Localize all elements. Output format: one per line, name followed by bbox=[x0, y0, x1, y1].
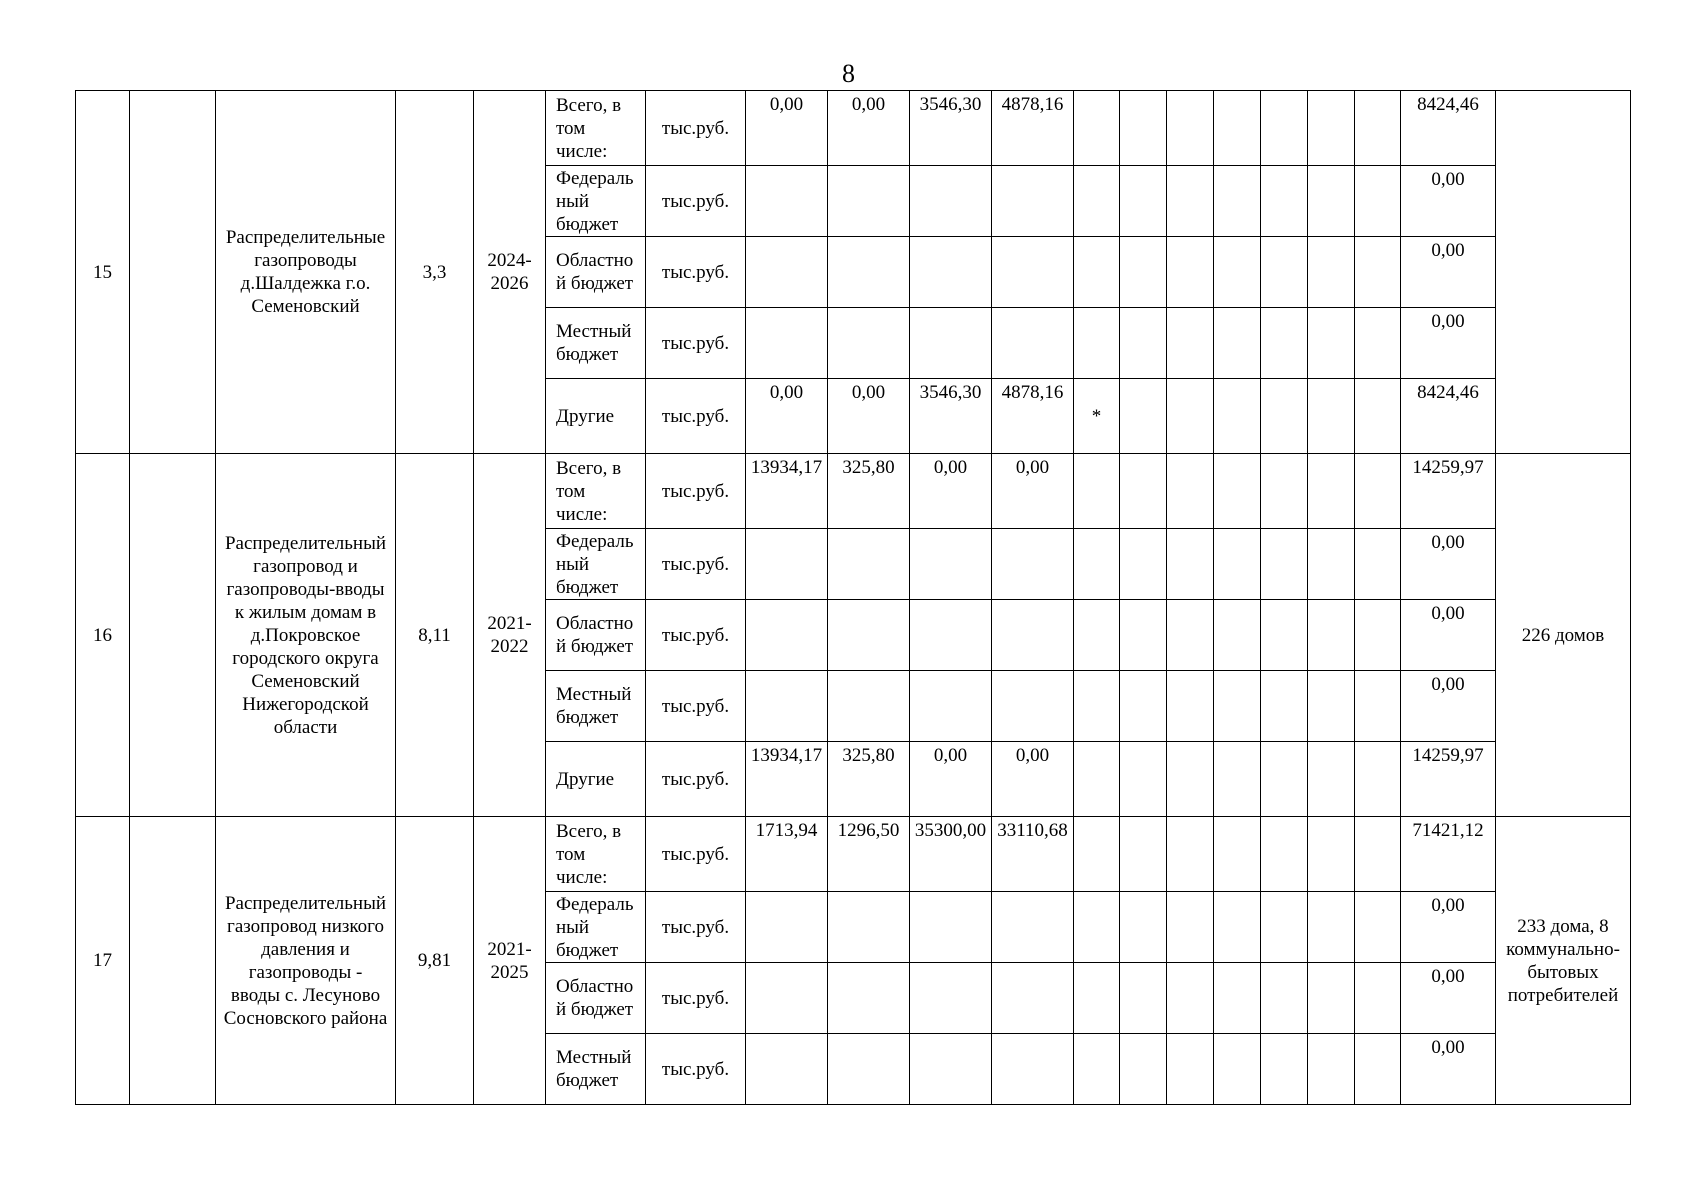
empty-cell bbox=[1167, 1034, 1214, 1105]
empty-cell bbox=[1355, 91, 1401, 166]
empty-cell bbox=[1214, 454, 1261, 529]
empty-cell bbox=[1261, 237, 1308, 308]
object-name-cell: Распределительные газопроводы д.Шалдежка г.о. Семеновский bbox=[216, 91, 396, 454]
funding-source-cell: Областной бюджет bbox=[546, 600, 646, 671]
object-name-cell: Распределительный газопровод и газопроводы-вводы к жилым домам в д.Покровское городского округа Семеновский Нижегородской области bbox=[216, 454, 396, 817]
empty-cell bbox=[1214, 308, 1261, 379]
empty-cell bbox=[1261, 600, 1308, 671]
amount-year3-cell: 3546,30 bbox=[910, 379, 992, 454]
empty-cell bbox=[1355, 237, 1401, 308]
total-amount-cell: 8424,46 bbox=[1401, 91, 1496, 166]
empty-cell bbox=[1261, 166, 1308, 237]
amount-year2-cell: 1296,50 bbox=[828, 817, 910, 892]
unit-cell: тыс.руб. bbox=[646, 237, 746, 308]
empty-cell bbox=[1120, 600, 1167, 671]
amount-year2-cell bbox=[828, 529, 910, 600]
amount-year3-cell: 35300,00 bbox=[910, 817, 992, 892]
empty-cell bbox=[1214, 237, 1261, 308]
empty-cell bbox=[1261, 379, 1308, 454]
amount-year2-cell: 325,80 bbox=[828, 454, 910, 529]
total-amount-cell: 0,00 bbox=[1401, 671, 1496, 742]
empty-cell bbox=[1261, 454, 1308, 529]
empty-cell bbox=[1308, 817, 1355, 892]
empty-cell bbox=[1261, 742, 1308, 817]
amount-year1-cell: 0,00 bbox=[746, 379, 828, 454]
total-amount-cell: 0,00 bbox=[1401, 892, 1496, 963]
empty-cell bbox=[1120, 963, 1167, 1034]
unit-cell: тыс.руб. bbox=[646, 671, 746, 742]
page-number: 8 bbox=[842, 59, 855, 88]
unit-cell: тыс.руб. bbox=[646, 529, 746, 600]
total-amount-cell: 0,00 bbox=[1401, 600, 1496, 671]
empty-cell bbox=[1167, 742, 1214, 817]
total-amount-cell: 14259,97 bbox=[1401, 742, 1496, 817]
amount-year1-cell bbox=[746, 166, 828, 237]
funding-source-cell: Местный бюджет bbox=[546, 671, 646, 742]
amount-year1-cell: 13934,17 bbox=[746, 454, 828, 529]
empty-cell bbox=[1167, 454, 1214, 529]
length-km-cell: 9,81 bbox=[396, 817, 474, 1105]
mark-cell bbox=[1074, 892, 1120, 963]
amount-year1-cell bbox=[746, 308, 828, 379]
empty-cell bbox=[1355, 1034, 1401, 1105]
amount-year4-cell bbox=[992, 166, 1074, 237]
empty-cell bbox=[1214, 600, 1261, 671]
empty-cell bbox=[1214, 166, 1261, 237]
empty-cell bbox=[1308, 1034, 1355, 1105]
empty-cell bbox=[1355, 600, 1401, 671]
empty-cell bbox=[1214, 671, 1261, 742]
amount-year2-cell bbox=[828, 308, 910, 379]
amount-year3-cell bbox=[910, 166, 992, 237]
empty-cell bbox=[1167, 817, 1214, 892]
empty-cell bbox=[1355, 379, 1401, 454]
empty-cell bbox=[1214, 742, 1261, 817]
mark-cell bbox=[1074, 671, 1120, 742]
unit-cell: тыс.руб. bbox=[646, 166, 746, 237]
empty-cell bbox=[1120, 529, 1167, 600]
total-amount-cell: 0,00 bbox=[1401, 529, 1496, 600]
empty-cell bbox=[1355, 166, 1401, 237]
amount-year1-cell bbox=[746, 963, 828, 1034]
amount-year2-cell bbox=[828, 237, 910, 308]
empty-cell bbox=[1355, 529, 1401, 600]
table-row bbox=[76, 817, 1631, 892]
item-number-cell: 17 bbox=[76, 817, 130, 1105]
amount-year3-cell bbox=[910, 529, 992, 600]
empty-cell bbox=[1308, 308, 1355, 379]
empty-cell bbox=[1308, 529, 1355, 600]
empty-cell bbox=[1120, 817, 1167, 892]
funding-source-cell: Федеральный бюджет bbox=[546, 166, 646, 237]
amount-year4-cell bbox=[992, 308, 1074, 379]
funding-source-cell: Другие bbox=[546, 742, 646, 817]
empty-cell bbox=[1308, 91, 1355, 166]
unit-cell: тыс.руб. bbox=[646, 91, 746, 166]
mark-cell bbox=[1074, 308, 1120, 379]
empty-cell bbox=[1261, 91, 1308, 166]
amount-year2-cell bbox=[828, 963, 910, 1034]
amount-year2-cell bbox=[828, 892, 910, 963]
mark-cell bbox=[1074, 963, 1120, 1034]
amount-year2-cell bbox=[828, 166, 910, 237]
table-body bbox=[76, 91, 1631, 1105]
period-cell: 2021-2022 bbox=[474, 454, 546, 817]
amount-year2-cell bbox=[828, 671, 910, 742]
amount-year3-cell bbox=[910, 237, 992, 308]
empty-cell bbox=[1261, 529, 1308, 600]
amount-year1-cell bbox=[746, 237, 828, 308]
mark-cell: * bbox=[1074, 379, 1120, 454]
empty-cell bbox=[1355, 308, 1401, 379]
amount-year3-cell bbox=[910, 892, 992, 963]
funding-source-cell: Областной бюджет bbox=[546, 963, 646, 1034]
mark-cell bbox=[1074, 529, 1120, 600]
empty-cell bbox=[1214, 892, 1261, 963]
amount-year1-cell: 13934,17 bbox=[746, 742, 828, 817]
empty-cell bbox=[1120, 892, 1167, 963]
total-amount-cell: 0,00 bbox=[1401, 166, 1496, 237]
empty-cell bbox=[130, 91, 216, 454]
amount-year4-cell bbox=[992, 671, 1074, 742]
unit-cell: тыс.руб. bbox=[646, 892, 746, 963]
amount-year2-cell: 0,00 bbox=[828, 379, 910, 454]
amount-year4-cell bbox=[992, 237, 1074, 308]
amount-year3-cell bbox=[910, 1034, 992, 1105]
result-cell bbox=[1496, 91, 1631, 454]
funding-source-cell: Федеральный бюджет bbox=[546, 892, 646, 963]
amount-year2-cell bbox=[828, 1034, 910, 1105]
table-row bbox=[76, 91, 1631, 166]
unit-cell: тыс.руб. bbox=[646, 963, 746, 1034]
unit-cell: тыс.руб. bbox=[646, 454, 746, 529]
empty-cell bbox=[1167, 91, 1214, 166]
empty-cell bbox=[1308, 892, 1355, 963]
funding-source-cell: Местный бюджет bbox=[546, 308, 646, 379]
empty-cell bbox=[1167, 237, 1214, 308]
empty-cell bbox=[1214, 1034, 1261, 1105]
empty-cell bbox=[1167, 308, 1214, 379]
amount-year4-cell: 0,00 bbox=[992, 454, 1074, 529]
empty-cell bbox=[1308, 963, 1355, 1034]
unit-cell: тыс.руб. bbox=[646, 308, 746, 379]
empty-cell bbox=[1355, 817, 1401, 892]
table-row bbox=[76, 454, 1631, 529]
amount-year1-cell bbox=[746, 671, 828, 742]
amount-year1-cell bbox=[746, 892, 828, 963]
result-cell: 233 дома, 8 коммунально-бытовых потребителей bbox=[1496, 817, 1631, 1105]
period-cell: 2024-2026 bbox=[474, 91, 546, 454]
amount-year3-cell bbox=[910, 308, 992, 379]
empty-cell bbox=[1214, 379, 1261, 454]
total-amount-cell: 14259,97 bbox=[1401, 454, 1496, 529]
amount-year2-cell: 325,80 bbox=[828, 742, 910, 817]
amount-year4-cell bbox=[992, 892, 1074, 963]
empty-cell bbox=[1308, 454, 1355, 529]
amount-year1-cell bbox=[746, 600, 828, 671]
amount-year1-cell bbox=[746, 529, 828, 600]
empty-cell bbox=[1355, 963, 1401, 1034]
empty-cell bbox=[1167, 892, 1214, 963]
total-amount-cell: 0,00 bbox=[1401, 963, 1496, 1034]
empty-cell bbox=[1214, 817, 1261, 892]
empty-cell bbox=[1167, 379, 1214, 454]
amount-year1-cell bbox=[746, 1034, 828, 1105]
empty-cell bbox=[1120, 308, 1167, 379]
empty-cell bbox=[1308, 671, 1355, 742]
empty-cell bbox=[1167, 166, 1214, 237]
amount-year1-cell: 0,00 bbox=[746, 91, 828, 166]
total-amount-cell: 0,00 bbox=[1401, 308, 1496, 379]
amount-year3-cell bbox=[910, 600, 992, 671]
empty-cell bbox=[1120, 237, 1167, 308]
amount-year4-cell: 4878,16 bbox=[992, 91, 1074, 166]
empty-cell bbox=[1308, 379, 1355, 454]
length-km-cell: 3,3 bbox=[396, 91, 474, 454]
mark-cell bbox=[1074, 1034, 1120, 1105]
empty-cell bbox=[1261, 308, 1308, 379]
amount-year4-cell bbox=[992, 963, 1074, 1034]
mark-cell bbox=[1074, 91, 1120, 166]
object-name-cell: Распределительный газопровод низкого давления и газопроводы - вводы с. Лесуново Сосновского района bbox=[216, 817, 396, 1105]
amount-year4-cell bbox=[992, 529, 1074, 600]
amount-year4-cell: 4878,16 bbox=[992, 379, 1074, 454]
amount-year3-cell: 0,00 bbox=[910, 742, 992, 817]
mark-cell bbox=[1074, 742, 1120, 817]
empty-cell bbox=[1308, 166, 1355, 237]
empty-cell bbox=[1120, 742, 1167, 817]
empty-cell bbox=[1167, 963, 1214, 1034]
total-amount-cell: 0,00 bbox=[1401, 1034, 1496, 1105]
funding-source-cell: Всего, в том числе: bbox=[546, 817, 646, 892]
empty-cell bbox=[1355, 742, 1401, 817]
length-km-cell: 8,11 bbox=[396, 454, 474, 817]
funding-source-cell: Местный бюджет bbox=[546, 1034, 646, 1105]
unit-cell: тыс.руб. bbox=[646, 600, 746, 671]
amount-year3-cell bbox=[910, 963, 992, 1034]
mark-cell bbox=[1074, 600, 1120, 671]
mark-cell bbox=[1074, 454, 1120, 529]
funding-source-cell: Другие bbox=[546, 379, 646, 454]
empty-cell bbox=[1261, 671, 1308, 742]
funding-source-cell: Всего, в том числе: bbox=[546, 91, 646, 166]
amount-year2-cell bbox=[828, 600, 910, 671]
empty-cell bbox=[1355, 454, 1401, 529]
empty-cell bbox=[1355, 671, 1401, 742]
amount-year3-cell bbox=[910, 671, 992, 742]
amount-year1-cell: 1713,94 bbox=[746, 817, 828, 892]
empty-cell bbox=[1120, 1034, 1167, 1105]
empty-cell bbox=[1261, 1034, 1308, 1105]
mark-cell bbox=[1074, 817, 1120, 892]
funding-source-cell: Областной бюджет bbox=[546, 237, 646, 308]
unit-cell: тыс.руб. bbox=[646, 817, 746, 892]
mark-cell bbox=[1074, 166, 1120, 237]
empty-cell bbox=[1308, 600, 1355, 671]
empty-cell bbox=[1167, 671, 1214, 742]
empty-cell bbox=[1120, 671, 1167, 742]
funding-source-cell: Федеральный бюджет bbox=[546, 529, 646, 600]
empty-cell bbox=[130, 817, 216, 1105]
unit-cell: тыс.руб. bbox=[646, 379, 746, 454]
empty-cell bbox=[1261, 817, 1308, 892]
period-cell: 2021-2025 bbox=[474, 817, 546, 1105]
total-amount-cell: 71421,12 bbox=[1401, 817, 1496, 892]
unit-cell: тыс.руб. bbox=[646, 1034, 746, 1105]
result-cell: 226 домов bbox=[1496, 454, 1631, 817]
empty-cell bbox=[1120, 91, 1167, 166]
amount-year4-cell bbox=[992, 1034, 1074, 1105]
empty-cell bbox=[1167, 600, 1214, 671]
total-amount-cell: 8424,46 bbox=[1401, 379, 1496, 454]
amount-year3-cell: 0,00 bbox=[910, 454, 992, 529]
funding-source-cell: Всего, в том числе: bbox=[546, 454, 646, 529]
total-amount-cell: 0,00 bbox=[1401, 237, 1496, 308]
amount-year2-cell: 0,00 bbox=[828, 91, 910, 166]
item-number-cell: 16 bbox=[76, 454, 130, 817]
empty-cell bbox=[1261, 963, 1308, 1034]
empty-cell bbox=[1214, 963, 1261, 1034]
amount-year4-cell bbox=[992, 600, 1074, 671]
unit-cell: тыс.руб. bbox=[646, 742, 746, 817]
amount-year4-cell: 0,00 bbox=[992, 742, 1074, 817]
empty-cell bbox=[1120, 379, 1167, 454]
empty-cell bbox=[1214, 529, 1261, 600]
empty-cell bbox=[1214, 91, 1261, 166]
amount-year4-cell: 33110,68 bbox=[992, 817, 1074, 892]
empty-cell bbox=[1308, 237, 1355, 308]
investment-program-table bbox=[75, 90, 1631, 1105]
empty-cell bbox=[1120, 454, 1167, 529]
amount-year3-cell: 3546,30 bbox=[910, 91, 992, 166]
empty-cell bbox=[1308, 742, 1355, 817]
empty-cell bbox=[130, 454, 216, 817]
mark-cell bbox=[1074, 237, 1120, 308]
empty-cell bbox=[1120, 166, 1167, 237]
empty-cell bbox=[1355, 892, 1401, 963]
item-number-cell: 15 bbox=[76, 91, 130, 454]
empty-cell bbox=[1167, 529, 1214, 600]
empty-cell bbox=[1261, 892, 1308, 963]
